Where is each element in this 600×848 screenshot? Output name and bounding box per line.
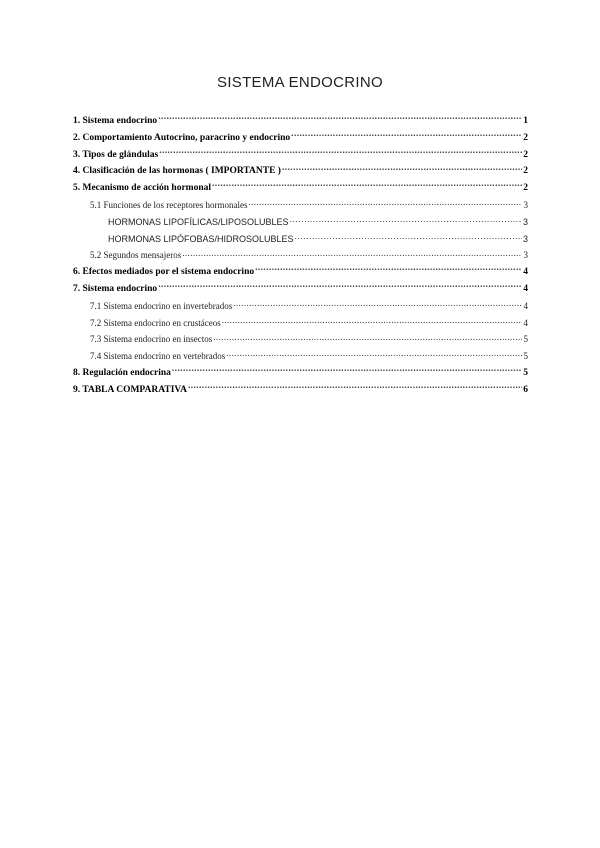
toc-entry-label: 2. Comportamiento Autocrino, paracrino y endocrino [73, 132, 291, 143]
toc-leader [226, 349, 522, 359]
toc-entry-page: 3 [523, 250, 528, 261]
toc-entry-label: 3. Tipos de glándulas [73, 149, 159, 160]
toc-entry-page: 3 [522, 233, 528, 244]
toc-entry-label: 7. Sistema endocrino [73, 283, 158, 294]
toc-entry[interactable] [73, 180, 528, 197]
toc-leader [222, 316, 522, 326]
toc-entry[interactable] [73, 331, 528, 348]
toc-entry-page: 1 [523, 116, 528, 126]
toc-entry-page: 5 [523, 334, 528, 345]
toc-entry[interactable] [73, 365, 528, 382]
toc-entry-page: 4 [523, 300, 528, 311]
toc-entry-label: 9. TABLA COMPARATIVA [73, 384, 187, 395]
toc-entry[interactable] [73, 247, 528, 264]
toc-leader [213, 332, 522, 342]
toc-entry[interactable] [73, 298, 528, 315]
toc-leader [188, 382, 522, 392]
toc-leader [158, 281, 522, 291]
toc-entry-page: 2 [523, 132, 528, 143]
toc-entry-page: 6 [523, 384, 528, 395]
toc-entry[interactable] [73, 315, 528, 332]
toc-leader [255, 264, 522, 274]
toc-entry-label: 4. Clasificación de las hormonas ( IMPORTANTE ) [73, 166, 281, 177]
toc-entry[interactable] [73, 231, 528, 248]
toc-entry[interactable] [73, 214, 528, 231]
toc-entry[interactable] [73, 264, 528, 281]
toc-entry-label: HORMONAS LIPOFÍLICAS/LIPOSOLUBLES [108, 216, 289, 227]
toc-entry-label: 8. Regulación endocrina [73, 367, 171, 378]
toc-leader [290, 215, 522, 225]
table-of-contents [73, 113, 528, 399]
toc-entry-label: 5. Mecanismo de acción hormonal [73, 183, 212, 194]
toc-entry[interactable] [73, 113, 528, 130]
document-title: SISTEMA ENDOCRINO [217, 74, 383, 91]
toc-leader [158, 113, 522, 123]
toc-entry[interactable] [73, 281, 528, 298]
toc-entry-label: 7.2 Sistema endocrino en crustáceos [90, 317, 221, 328]
toc-entry-label: 7.3 Sistema endocrino en insectos [90, 334, 213, 345]
toc-entry-page: 4 [523, 267, 528, 278]
toc-entry-page: 3 [523, 199, 528, 210]
toc-entry-page: 3 [522, 216, 528, 227]
toc-leader [212, 180, 522, 190]
toc-entry-page: 5 [523, 351, 528, 362]
toc-entry-label: 1. Sistema endocrino [73, 116, 158, 126]
toc-leader [282, 163, 522, 173]
toc-entry-label: 5.2 Segundos mensajeros [90, 250, 182, 261]
toc-leader [182, 248, 522, 258]
toc-entry[interactable] [73, 147, 528, 164]
toc-entry-label: 6. Efectos mediados por el sistema endocrino [73, 267, 255, 278]
toc-entry-label: 5.1 Funciones de los receptores hormonales [90, 199, 248, 210]
toc-entry[interactable] [73, 348, 528, 365]
toc-entry-label: 7.1 Sistema endocrino en invertebrados [90, 300, 233, 311]
toc-entry-page: 2 [523, 166, 528, 177]
toc-entry-page: 2 [523, 149, 528, 160]
toc-leader [295, 232, 522, 242]
toc-entry[interactable] [73, 382, 528, 399]
toc-entry-page: 2 [523, 183, 528, 194]
toc-leader [159, 147, 522, 157]
toc-entry[interactable] [73, 163, 528, 180]
toc-leader [233, 299, 522, 309]
toc-leader [248, 198, 522, 208]
toc-leader [172, 365, 522, 375]
toc-entry[interactable] [73, 197, 528, 214]
toc-entry[interactable] [73, 130, 528, 147]
toc-entry-page: 5 [523, 367, 528, 378]
toc-entry-page: 4 [523, 317, 528, 328]
toc-entry-label: HORMONAS LIPÓFOBAS/HIDROSOLUBLES [108, 233, 294, 244]
toc-entry-label: 7.4 Sistema endocrino en vertebrados [90, 351, 226, 362]
toc-leader [291, 130, 522, 140]
toc-entry-page: 4 [523, 283, 528, 294]
